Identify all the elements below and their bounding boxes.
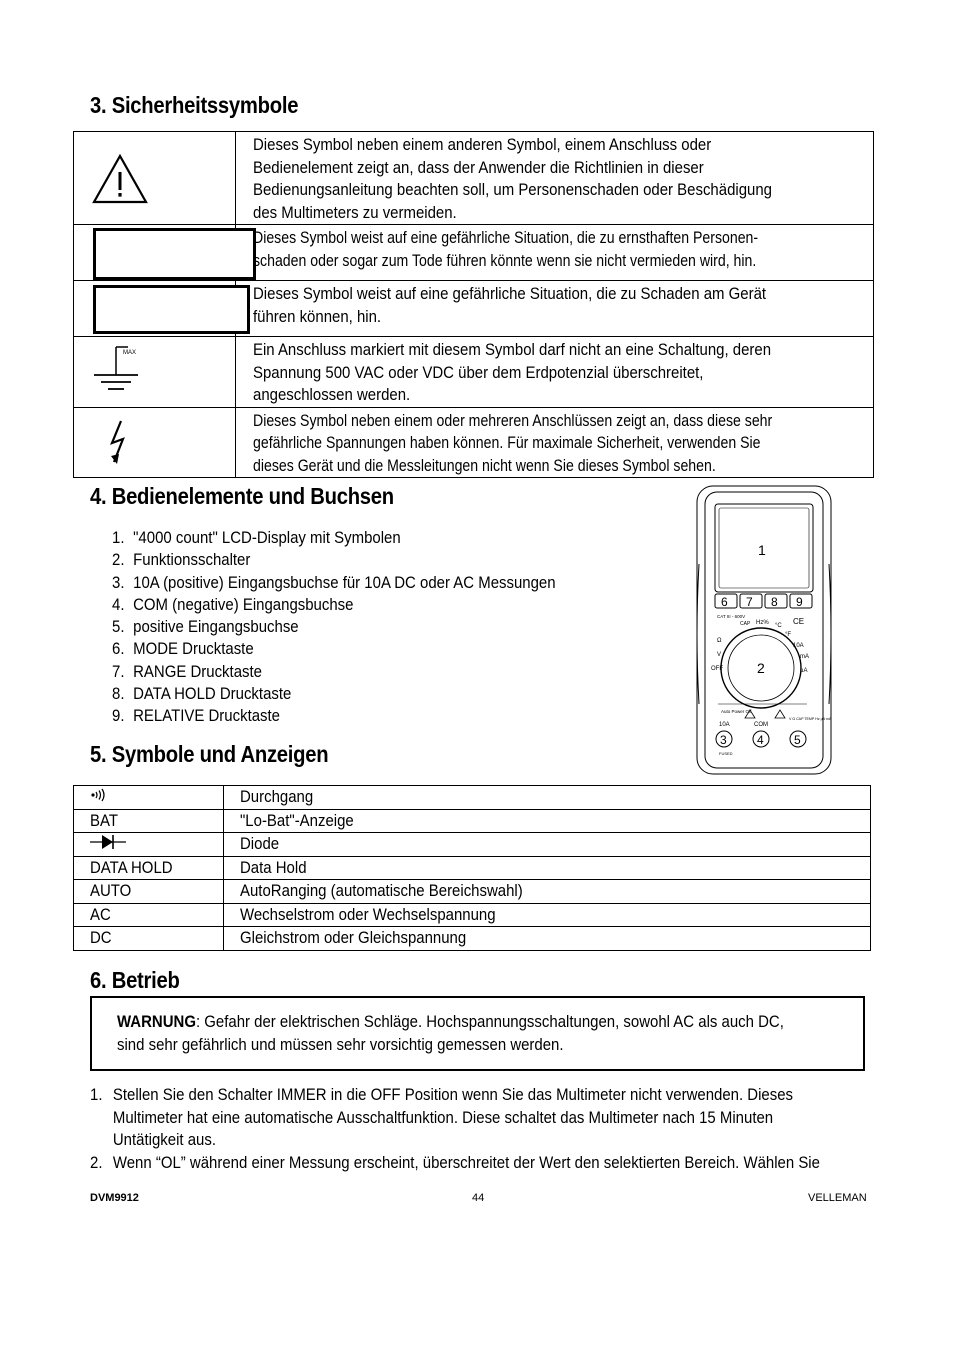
symbol-description: Diode (240, 834, 280, 854)
item-text: MODE Drucktaste (133, 639, 254, 659)
symbol-key-cell (74, 880, 224, 904)
step-line: Untätigkeit aus. (112, 1130, 217, 1149)
list-item (112, 661, 556, 683)
step-line: Stellen Sie den Schalter IMMER in die OFF Position wenn Sie das Multimeter nicht verwenden. Dieses (112, 1085, 794, 1104)
jack-label-right: V Ω CAP TEMP Hz µA mA (789, 717, 832, 721)
item-number: 7. (112, 661, 125, 681)
symbol-key-cell (74, 809, 224, 833)
item-number: 8. (112, 684, 125, 704)
symbol-key-cell (74, 786, 224, 810)
item-number: 9. (112, 706, 125, 726)
dial-label-cap: CAP (740, 621, 751, 627)
list-item (90, 1084, 820, 1152)
ce-mark: CE (793, 617, 805, 626)
list-item (112, 549, 556, 571)
cat-rating: CAT III - 600V (717, 614, 746, 619)
table-row (74, 833, 871, 857)
dial-label-v: V (717, 652, 722, 658)
warning-triangle-icon (90, 152, 150, 206)
callout-8: 8 (771, 595, 778, 609)
dial-label-10a: 10A (793, 643, 804, 649)
fused-label: FUSED (719, 751, 733, 756)
diode-icon (90, 834, 126, 850)
description-cell (236, 225, 874, 281)
callout-2: 2 (757, 660, 765, 676)
table-row (74, 809, 871, 833)
safety-row (74, 132, 874, 225)
item-text: COM (negative) Eingangsbuchse (133, 594, 354, 614)
warning-line: sind sehr gefährlich und müssen sehr vorsichtig gemessen werden. (117, 1034, 564, 1054)
description-line: führen können, hin. (253, 306, 382, 326)
description-line: des Multimeters zu vermeiden. (253, 202, 457, 222)
list-item (90, 1152, 820, 1175)
continuity-icon (90, 788, 108, 802)
symbol-description: Data Hold (240, 857, 307, 877)
symbol-cell (74, 407, 236, 478)
symbol-key-cell (74, 856, 224, 880)
table-row (74, 903, 871, 927)
symbol-cell (74, 337, 236, 408)
list-item (112, 683, 556, 705)
description-cell (236, 337, 874, 408)
item-text: DATA HOLD Drucktaste (133, 684, 292, 704)
dial-label-ohm: Ω (717, 638, 722, 644)
item-text: RANGE Drucktaste (133, 661, 262, 681)
list-item (112, 572, 556, 594)
description-cell (236, 281, 874, 337)
item-text: "4000 count" LCD-Display mit Symbolen (133, 528, 401, 547)
description-cell (236, 132, 874, 225)
table-row (74, 786, 871, 810)
table-row (74, 927, 871, 951)
safety-row (74, 407, 874, 478)
danger-box-icon (93, 228, 256, 280)
symbol-key: DC (90, 928, 112, 948)
footer-brand: VELLEMAN (808, 1192, 867, 1204)
auto-power-off-label: Auto Power Off (721, 709, 752, 714)
meter-outer-case (697, 486, 831, 774)
item-text: positive Eingangsbuchse (133, 617, 299, 637)
operation-steps (90, 1084, 920, 1174)
symbol-description: AutoRanging (automatische Bereichswahl) (240, 881, 523, 901)
controls-list (112, 527, 616, 728)
section-title-safety: 3. Sicherheitssymbole (90, 92, 299, 118)
item-number: 4. (112, 594, 125, 614)
safety-row (74, 337, 874, 408)
callout-6: 6 (721, 595, 728, 609)
table-row (74, 856, 871, 880)
list-item (112, 616, 556, 638)
callout-3: 3 (720, 733, 727, 747)
item-text: RELATIVE Drucktaste (133, 706, 280, 726)
dial-label-hz: Hz% (756, 620, 769, 626)
description-line: angeschlossen werden. (253, 385, 411, 404)
description-line: dieses Gerät und die Messleitungen nicht wenn Sie dieses Symbol sehen. (253, 455, 716, 475)
footer-model: DVM9912 (90, 1192, 139, 1204)
safety-symbols-table (73, 131, 874, 478)
jack-label-com: COM (754, 722, 768, 728)
safety-row (74, 225, 874, 281)
list-item (112, 705, 556, 727)
symbol-cell (74, 281, 236, 337)
description-line: Dieses Symbol weist auf eine gefährliche Situation, die zu ernsthaften Personen- (253, 228, 759, 247)
description-line: Spannung 500 VAC oder VDC über dem Erdpotenzial überschreitet, (253, 362, 704, 382)
symbol-key: AC (90, 904, 111, 924)
item-text: Funktionsschalter (133, 550, 251, 570)
description-cell (236, 407, 874, 478)
list-item (112, 527, 556, 549)
item-number: 3. (112, 572, 125, 592)
ground-icon (88, 343, 144, 399)
symbol-key: AUTO (90, 881, 132, 901)
multimeter-illustration (695, 484, 835, 776)
callout-5: 5 (794, 733, 801, 747)
item-number: 1. (112, 528, 125, 547)
symbol-value-cell (224, 809, 871, 833)
symbol-description: "Lo-Bat"-Anzeige (240, 810, 354, 830)
description-line: Dieses Symbol neben einem anderen Symbol, einem Anschluss oder (253, 135, 712, 154)
symbol-key-cell (74, 903, 224, 927)
symbol-key-cell (74, 927, 224, 951)
description-line: Bedienelement zeigt an, dass der Anwender die Richtlinien in dieser (253, 157, 704, 177)
item-number: 6. (112, 639, 125, 659)
warning-label: WARNUNG (117, 1012, 196, 1031)
symbol-description: Gleichstrom oder Gleichspannung (240, 928, 467, 948)
warning-box (90, 996, 865, 1071)
step-line: Multimeter hat eine automatische Ausschaltfunktion. Diese schaltet das Multimeter nach 15 Minuten (112, 1107, 774, 1127)
dial-label-off: OFF (711, 666, 723, 672)
callout-7: 7 (746, 595, 753, 609)
dial-label-fahrenheit: °F (785, 632, 792, 638)
item-number: 5. (112, 617, 125, 637)
description-line: schaden oder sogar zum Tode führen könnte wenn sie nicht vermieden wird, hin. (253, 250, 757, 270)
symbol-value-cell (224, 856, 871, 880)
step-line: Wenn “OL” während einer Messung erscheint, überschreitet der Wert den selektierten Bereich. Wählen Sie (112, 1152, 820, 1172)
section-title-controls: 4. Bedienelemente und Buchsen (90, 483, 394, 509)
description-line: Bedienungsanleitung beachten soll, um Personenschaden oder Beschädigung (253, 180, 772, 199)
symbol-value-cell (224, 880, 871, 904)
section-title-symbols: 5. Symbole und Anzeigen (90, 741, 329, 767)
description-line: Ein Anschluss markiert mit diesem Symbol darf nicht an eine Schaltung, deren (253, 340, 772, 359)
symbol-value-cell (224, 786, 871, 810)
dial-label-celsius: °C (775, 623, 782, 629)
step-number: 1. (90, 1085, 103, 1104)
item-number: 2. (112, 550, 125, 570)
symbol-value-cell (224, 903, 871, 927)
step-number: 2. (90, 1152, 103, 1172)
symbol-key: DATA HOLD (90, 857, 173, 877)
display-symbols-table (73, 785, 871, 951)
symbol-value-cell (224, 927, 871, 951)
list-item (112, 638, 556, 660)
description-line: Dieses Symbol neben einem oder mehreren Anschlüssen zeigt an, dass diese sehr (253, 410, 773, 430)
symbol-cell (74, 225, 236, 281)
footer-page-number: 44 (472, 1192, 485, 1204)
lightning-icon (104, 418, 134, 468)
warning-line: : Gefahr der elektrischen Schläge. Hochspannungsschaltungen, sowohl AC als auch DC, (195, 1012, 784, 1031)
list-item (112, 594, 556, 616)
jack-label-10a: 10A (719, 722, 730, 728)
section-title-operation: 6. Betrieb (90, 967, 180, 993)
dial-label-ma: mA (800, 654, 809, 660)
dial-label-ua: µA (800, 668, 808, 674)
symbol-value-cell (224, 833, 871, 857)
caution-box-icon (93, 285, 250, 334)
safety-row (74, 281, 874, 337)
callout-9: 9 (796, 595, 803, 609)
table-row (74, 880, 871, 904)
symbol-description: Durchgang (240, 787, 314, 807)
ground-max-label: MAX (123, 350, 137, 356)
description-line: gefährliche Spannungen haben können. Für maximale Sicherheit, verwenden Sie (253, 433, 761, 452)
callout-1: 1 (758, 542, 766, 558)
symbol-cell (74, 132, 236, 225)
symbol-description: Wechselstrom oder Wechselspannung (240, 904, 496, 924)
item-text: 10A (positive) Eingangsbuchse für 10A DC oder AC Messungen (133, 572, 556, 592)
warning-text (117, 1011, 784, 1056)
symbol-key-cell (74, 833, 224, 857)
jack-warning-icon (775, 710, 785, 718)
description-line: Dieses Symbol weist auf eine gefährliche Situation, die zu Schaden am Gerät (253, 284, 767, 303)
symbol-key: BAT (90, 810, 118, 830)
callout-4: 4 (757, 733, 764, 747)
